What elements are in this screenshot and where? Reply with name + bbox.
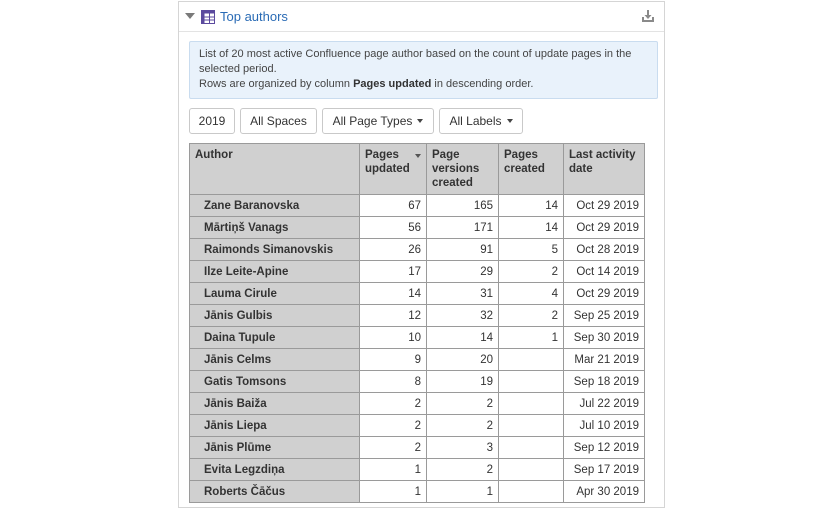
info-sort-suffix: in descending order. [431,78,534,90]
page-versions-cell: 29 [427,261,499,283]
author-cell: Jānis Plūme [190,437,360,459]
pages-updated-cell: 67 [360,195,427,217]
last-activity-cell: Jul 22 2019 [564,393,645,415]
year-filter-button[interactable] [189,108,235,134]
authors-table [189,143,645,503]
last-activity-cell: Oct 29 2019 [564,217,645,239]
last-activity-cell: Jul 10 2019 [564,415,645,437]
last-activity-cell: Oct 29 2019 [564,283,645,305]
column-header-author[interactable] [190,144,360,195]
page-versions-cell: 19 [427,371,499,393]
pages-created-cell [499,393,564,415]
author-cell: Lauma Cirule [190,283,360,305]
pages-updated-cell: 12 [360,305,427,327]
last-activity-cell: Oct 29 2019 [564,195,645,217]
table-row [190,327,645,349]
table-row [190,305,645,327]
author-cell: Jānis Celms [190,349,360,371]
page-versions-header-label: Page versions created [432,149,480,189]
pages-created-cell [499,481,564,503]
spaces-filter-button[interactable] [240,108,317,134]
page-types-label: All Page Types [332,114,413,128]
table-row [190,415,645,437]
table-icon [201,10,215,24]
info-description: List of 20 most active Confluence page author based on the count of update pages in the selected period. [199,48,632,75]
pages-created-cell: 2 [499,261,564,283]
table-header-row [190,144,645,195]
pages-updated-header-label: Pages updated [365,149,410,175]
page-versions-cell: 31 [427,283,499,305]
pages-created-cell: 14 [499,195,564,217]
pages-updated-cell: 14 [360,283,427,305]
author-header-label: Author [195,149,233,161]
author-cell: Gatis Tomsons [190,371,360,393]
table-row [190,239,645,261]
author-cell: Roberts Čāčus [190,481,360,503]
pages-updated-cell: 2 [360,415,427,437]
table-row [190,261,645,283]
page-versions-cell: 165 [427,195,499,217]
pages-created-cell: 5 [499,239,564,261]
pages-updated-cell: 17 [360,261,427,283]
sort-desc-icon [415,154,421,158]
author-cell: Raimonds Simanovskis [190,239,360,261]
pages-updated-cell: 10 [360,327,427,349]
author-cell: Jānis Gulbis [190,305,360,327]
table-row [190,217,645,239]
page-versions-cell: 1 [427,481,499,503]
last-activity-cell: Oct 14 2019 [564,261,645,283]
author-cell: Jānis Baiža [190,393,360,415]
table-row [190,437,645,459]
page-versions-cell: 32 [427,305,499,327]
table-row [190,349,645,371]
table-row [190,393,645,415]
pages-updated-cell: 8 [360,371,427,393]
info-message [189,41,658,99]
last-activity-cell: Apr 30 2019 [564,481,645,503]
author-cell: Daina Tupule [190,327,360,349]
pages-updated-cell: 2 [360,437,427,459]
column-header-pages-updated[interactable] [360,144,427,195]
column-header-page-versions-created[interactable] [427,144,499,195]
last-activity-header-label: Last activity date [569,149,636,175]
pages-updated-cell: 1 [360,459,427,481]
pages-created-cell: 1 [499,327,564,349]
page-versions-cell: 14 [427,327,499,349]
pages-created-cell [499,349,564,371]
pages-created-cell: 4 [499,283,564,305]
page-versions-cell: 171 [427,217,499,239]
last-activity-cell: Sep 17 2019 [564,459,645,481]
top-authors-panel [178,1,665,508]
pages-updated-cell: 1 [360,481,427,503]
page-types-dropdown[interactable] [322,108,434,134]
collapse-triangle-icon[interactable] [185,13,195,19]
spaces-filter-label: All Spaces [250,114,307,128]
table-row [190,195,645,217]
page-versions-cell: 2 [427,415,499,437]
pages-created-cell: 14 [499,217,564,239]
chevron-down-icon [507,119,513,123]
pages-created-cell [499,459,564,481]
chevron-down-icon [417,119,423,123]
panel-title[interactable]: Top authors [220,9,288,24]
pages-created-header-label: Pages created [504,149,545,175]
info-sort-note [199,77,648,92]
info-sort-prefix: Rows are organized by column [199,78,354,90]
info-sort-column: Pages updated [353,78,432,90]
pages-updated-cell: 9 [360,349,427,371]
labels-dropdown[interactable] [439,108,523,134]
column-header-pages-created[interactable] [499,144,564,195]
last-activity-cell: Sep 30 2019 [564,327,645,349]
page-versions-cell: 91 [427,239,499,261]
author-cell: Ilze Leite-Apine [190,261,360,283]
table-row [190,371,645,393]
pages-created-cell [499,437,564,459]
last-activity-cell: Sep 12 2019 [564,437,645,459]
table-row [190,283,645,305]
page-versions-cell: 2 [427,459,499,481]
author-cell: Evita Legzdiņa [190,459,360,481]
pages-created-cell [499,371,564,393]
table-row [190,481,645,503]
table-row [190,459,645,481]
panel-header [179,2,664,32]
last-activity-cell: Mar 21 2019 [564,349,645,371]
pages-created-cell: 2 [499,305,564,327]
year-filter-label: 2019 [198,114,226,128]
page-versions-cell: 2 [427,393,499,415]
labels-label: All Labels [449,114,502,128]
column-header-last-activity-date[interactable] [564,144,645,195]
page-versions-cell: 3 [427,437,499,459]
author-cell: Jānis Liepa [190,415,360,437]
pages-updated-cell: 56 [360,217,427,239]
pages-created-cell [499,415,564,437]
pages-updated-cell: 2 [360,393,427,415]
last-activity-cell: Sep 18 2019 [564,371,645,393]
page-versions-cell: 20 [427,349,499,371]
last-activity-cell: Oct 28 2019 [564,239,645,261]
author-cell: Zane Baranovska [190,195,360,217]
pages-updated-cell: 26 [360,239,427,261]
download-icon[interactable] [641,9,655,23]
table-body [190,195,645,503]
last-activity-cell: Sep 25 2019 [564,305,645,327]
author-cell: Mārtiņš Vanags [190,217,360,239]
